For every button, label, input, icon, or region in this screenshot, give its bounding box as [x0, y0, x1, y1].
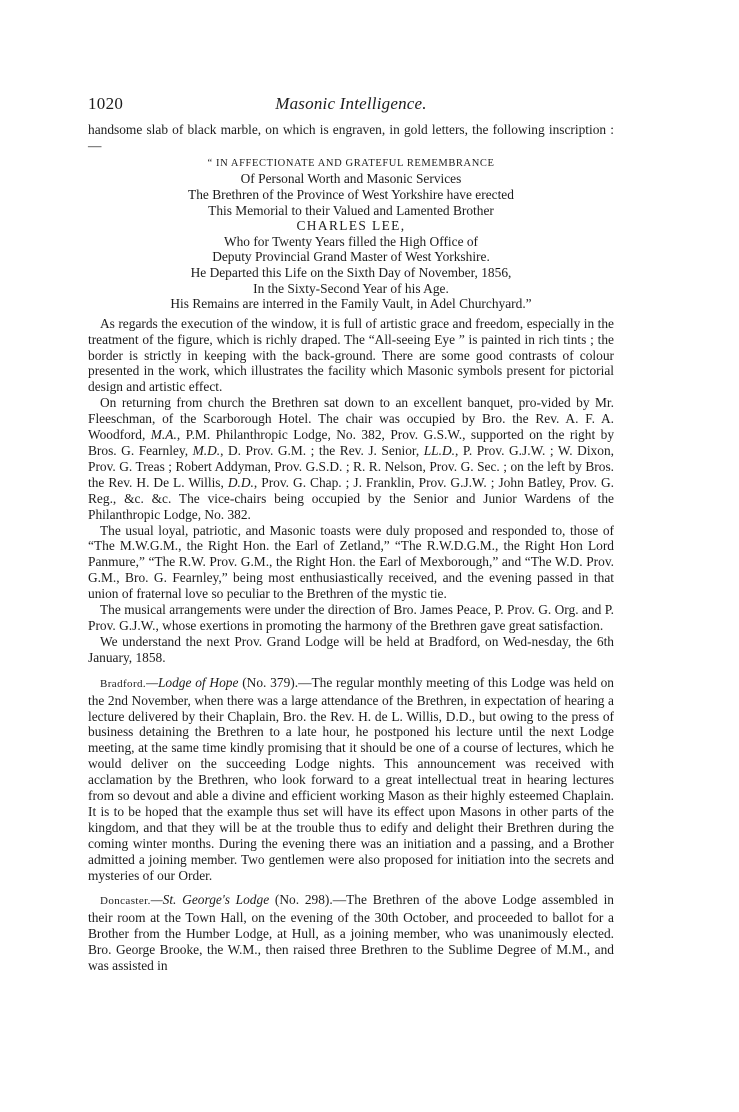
text-run: (No. 379).—The regular monthly meeting of this Lodge was held on the 2nd November, when there was a large attendance of the Brethren, in expectation of hearing a lecture delivered by their Chaplain, Bro. the Rev. H. de L. Willis, D.D., but owing to the press of business detaining the Brethren to a late hour, he postponed his lecture until the next Lodge meeting, at the same time kindly promising that it should be one of a course of lectures, which he would deliver on the succeeding Lodge nights. This announcement was received with acclamation by the Brethren, who look forward to a great intellectual treat in hearing lectures from so devout and able a divine and efficient working Mason as their highly esteemed Chaplain. It is to be hoped that the example thus set will have its effect upon Masons in other parts of the kingdom, and that they will be at the trouble thus to edify and delight their Brethren during the coming winter months. During the evening there was an initiation and a passing, and a Brother admitted a joining member. Two gentlemen were also proposed for initiation into the secrets and mysteries of our Order. [88, 674, 614, 883]
toasts-paragraph: The usual loyal, patriotic, and Masonic toasts were duly proposed and responded to, those of “The M.W.G.M., the Right Hon. the Earl of Zetland,” “The R.W.D.G.M., the Right Hon Lord Panmure,” “The R.W. Prov. G.M., the Right Hon. the Earl of Mexborough,” and “The W.D. Prov. G.M., Bro. G. Fearnley,” being most enthusiastically received, and the evening passed in that union of fraternal love so peculiar to the Brethren of the mystic tie. [88, 522, 614, 602]
bradford-paragraph [88, 675, 614, 884]
inscription-line: Who for Twenty Years filled the High Office of [223, 233, 479, 249]
text-run: , Prov. G. Chap. ; J. Franklin, Prov. G.J.W. ; John Batley, Prov. G. Reg., &c. &c. The vice-chairs being occupied by the Senior and Junior Wardens of the Philanthropic Lodge, No. 382. [88, 474, 614, 522]
page-number: 1020 [88, 94, 124, 113]
opening-paragraph: handsome slab of black marble, on which is engraven, in gold letters, the following inscription :— [88, 122, 614, 153]
inscription-line: The Brethren of the Province of West Yorkshire have erected [188, 187, 514, 202]
inscription-line: He Departed this Life on the Sixth Day of November, 1856, [190, 264, 512, 280]
music-paragraph: The musical arrangements were under the direction of Bro. James Peace, P. Prov. G. Org. and P. Prov. G.J.W., whose exertions in promoting the harmony of the Brethren gave great satisfaction. [88, 602, 614, 633]
inscription-line: His Remains are interred in the Family Vault, in Adel Churchyard.” [170, 296, 532, 312]
degree-abbrev: M.A. [150, 427, 177, 443]
inscription-line: This Memorial to their Valued and Lamented Brother [208, 202, 494, 218]
banquet-paragraph [88, 395, 614, 522]
lodge-name: —St. George's Lodge [150, 892, 270, 908]
doncaster-paragraph [88, 892, 614, 974]
next-lodge-paragraph: We understand the next Prov. Grand Lodge will be held at Bradford, on Wed-nesday, the 6th January, 1858. [88, 633, 614, 665]
running-header [88, 96, 614, 122]
inscription-line: In the Sixty-Second Year of his Age. [253, 280, 449, 296]
inscription-name: CHARLES LEE, [296, 218, 406, 234]
text-run: On returning from church the Brethren sat down to an excellent banquet, pro-vided by Mr. Fleeschman, of the Scarborough Hotel. The chair was occupied by Bro. the Rev. A. F. A. Woodford, [88, 395, 614, 443]
degree-abbrev: M.D. [192, 443, 221, 458]
place-heading: Doncaster. [100, 895, 151, 908]
lodge-name: —Lodge of Hope [146, 674, 239, 690]
inscription-line: “ IN AFFECTIONATE AND GRATEFUL REMEMBRANCE [207, 157, 495, 169]
place-heading: Bradford. [100, 677, 147, 690]
text-run: , P.M. Philanthropic Lodge, No. 382, Prov. G.S.W., supported on the right by Bros. G. Fearnley, [88, 427, 615, 458]
inscription-line: Of Personal Worth and Masonic Services [240, 171, 462, 187]
window-paragraph: As regards the execution of the window, it is full of artistic grace and freedom, especially in the treatment of the figure, which is richly draped. The “All-seeing Eye ” is painted in rich tints ; the border is strictly in keeping with the back-ground. There are some good contrasts of colour presented in the work, which illustrates the facility which Masonic symbols present for pictorial design and artistic effect. [88, 315, 614, 395]
inscription-line: Deputy Provincial Grand Master of West Yorkshire. [212, 249, 490, 265]
text-run: , D. Prov. G.M. ; the Rev. J. Senior, [220, 443, 424, 458]
degree-abbrev: LL.D. [423, 443, 455, 458]
document-page [88, 96, 614, 974]
degree-abbrev: D.D. [227, 474, 254, 490]
text-run: (No. 298).—The Brethren of the above Lodge assembled in their room at the Town Hall, on the evening of the 30th October, and proceeded to ballot for a Brother from the Humber Lodge, at Hull, as a joining member, who was unanimously elected. Bro. George Brooke, the W.M., then raised three Brethren to the Sublime Degree of M.M., and was assisted in [88, 892, 615, 974]
memorial-inscription [88, 156, 614, 312]
running-title: Masonic Intelligence. [275, 94, 427, 113]
text-run: , P. Prov. G.J.W. ; W. Dixon, Prov. G. Treas ; Robert Addyman, Prov. G.S.D. ; R. R. Nelson, Prov. G. Sec. ; on the left by Bros. the Rev. H. De L. Willis, [88, 443, 614, 490]
